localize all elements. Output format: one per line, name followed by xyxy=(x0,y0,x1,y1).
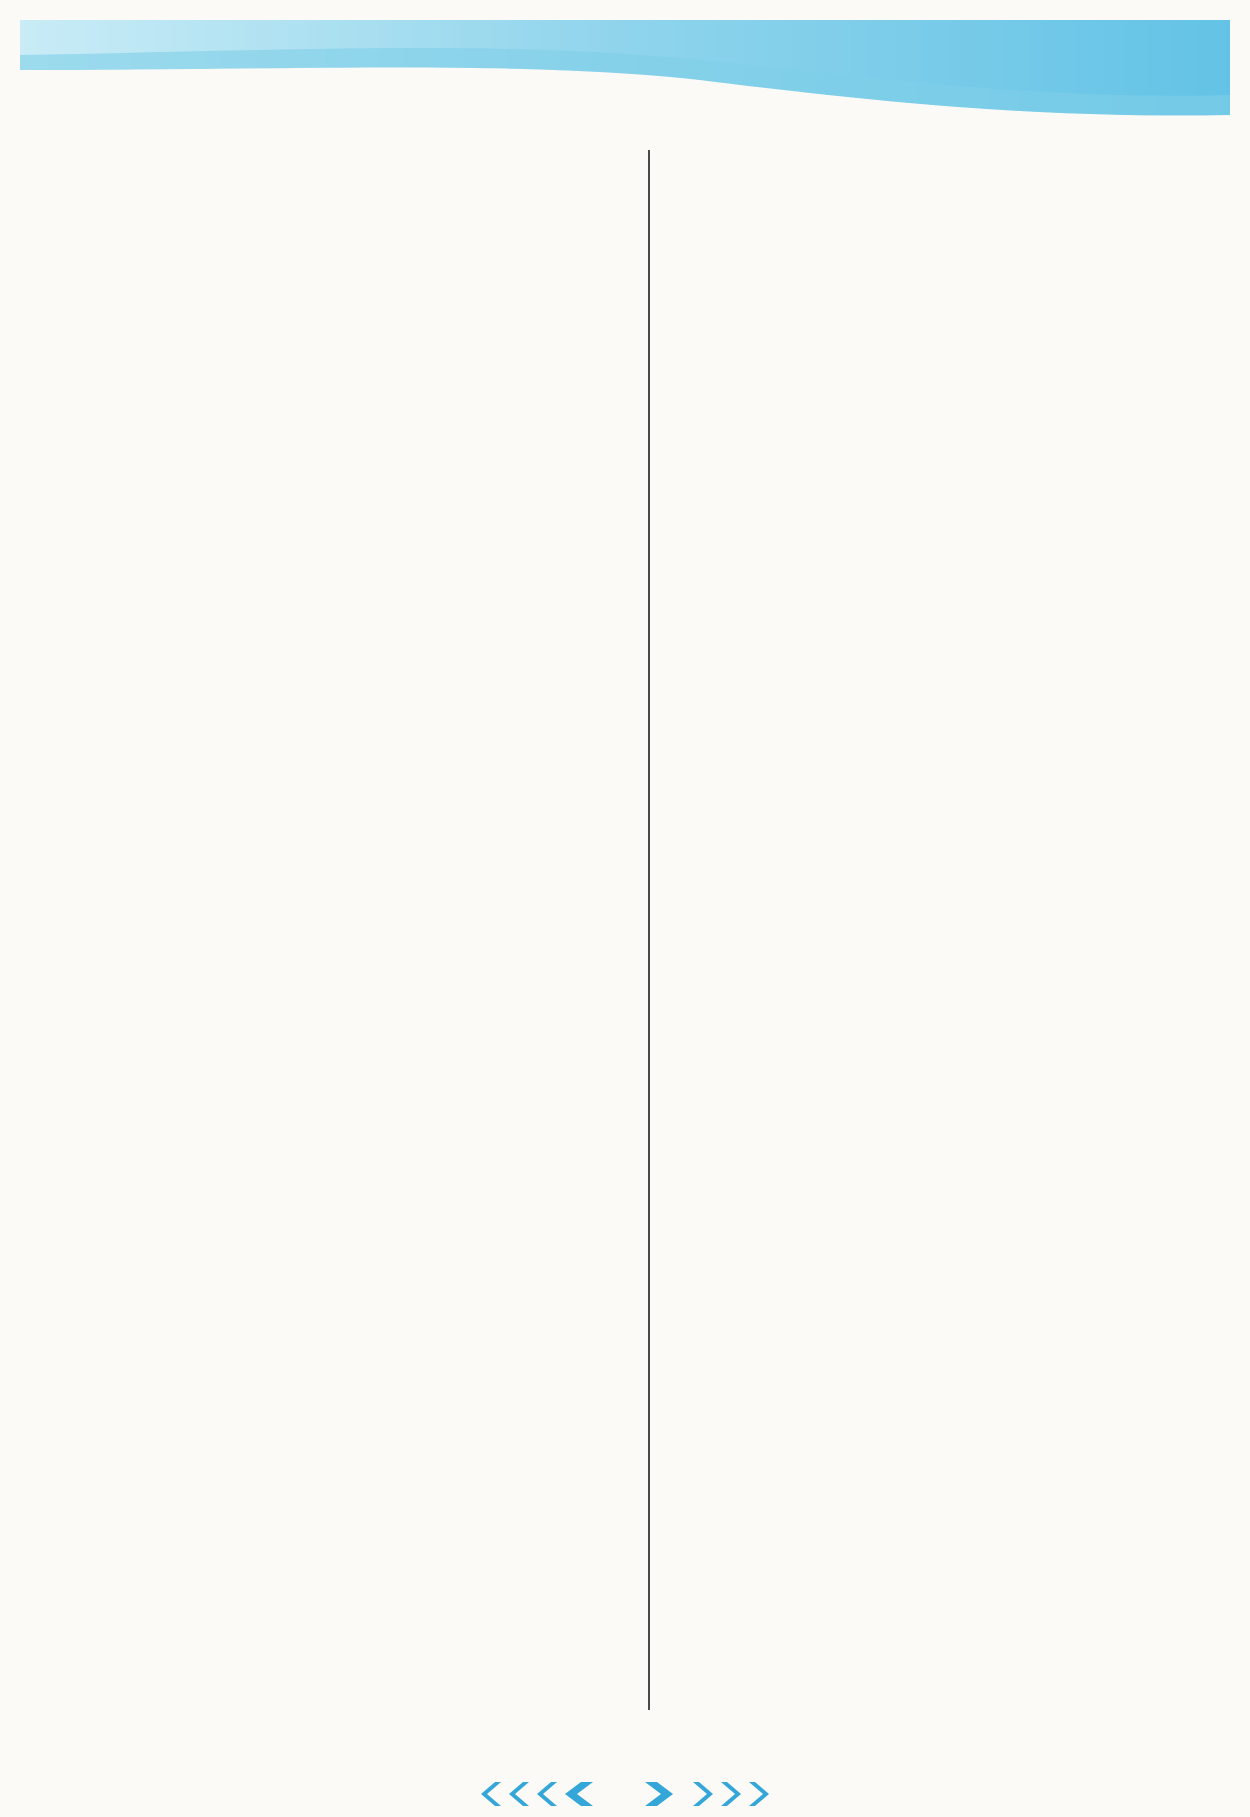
page-footer xyxy=(0,1776,1250,1812)
top-wave-banner xyxy=(0,0,1250,125)
column-divider xyxy=(648,150,650,1710)
right-arrows-icon xyxy=(635,1780,785,1808)
left-arrows-icon xyxy=(465,1780,615,1808)
